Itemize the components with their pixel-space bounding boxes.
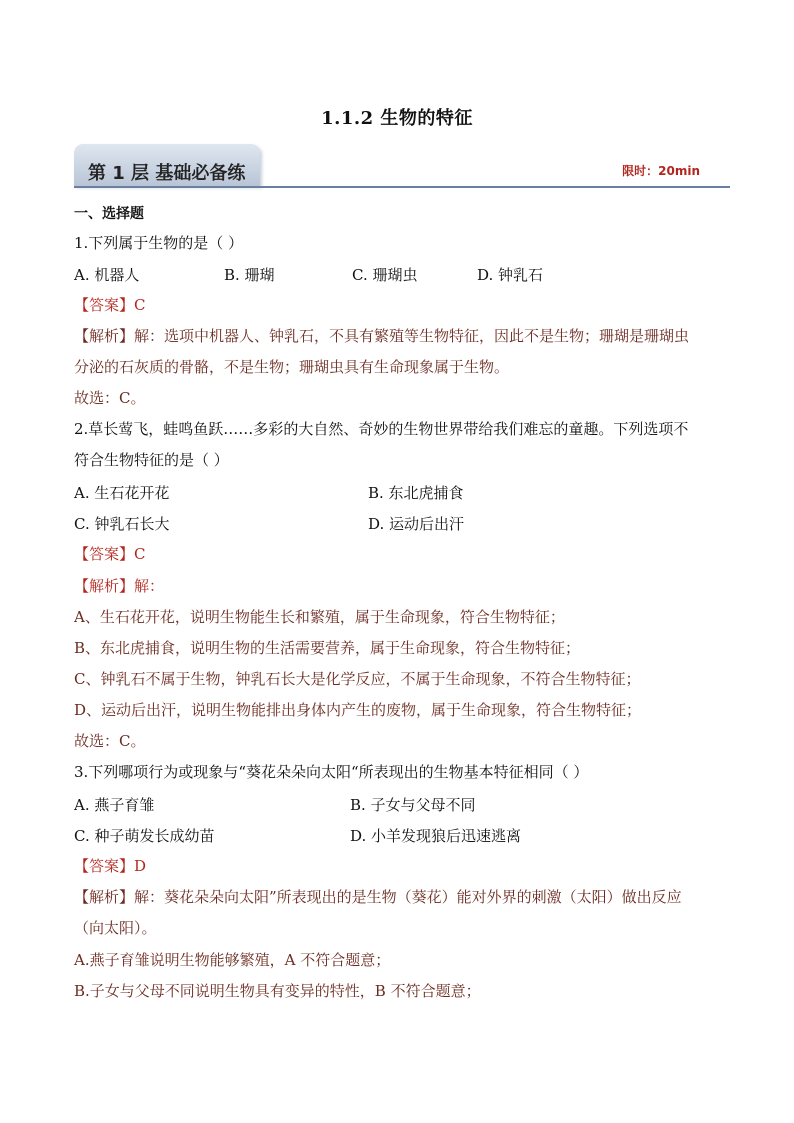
question-2-analysis-line: B、东北虎捕食，说明生物的生活需要营养，属于生命现象，符合生物特征； xyxy=(74,639,581,657)
question-3-option-d: D. 小羊发现狼后迅速逃离 xyxy=(350,827,522,845)
question-1-analysis-line: 【解析】解：选项中机器人、钟乳石，不具有繁殖等生物特征，因此不是生物；珊瑚是珊瑚虫 xyxy=(74,327,690,345)
question-2-option-c: C. 钟乳石长大 xyxy=(74,515,170,533)
question-1-answer: 【答案】C xyxy=(74,296,146,314)
question-3-item: B.子女与父母不同说明生物具有变异的特性，B 不符合题意； xyxy=(74,982,481,1000)
question-3-stem: 3.下列哪项行为或现象与“葵花朵朵向太阳“所表现出的生物基本特征相同（ ） xyxy=(74,763,589,781)
question-2-option-a: A. 生石花开花 xyxy=(74,484,170,502)
section-heading: 一、选择题 xyxy=(74,206,144,222)
question-3-option-c: C. 种子萌发长成幼苗 xyxy=(74,827,215,845)
question-2-analysis-line: D、运动后出汗，说明生物能排出身体内产生的废物，属于生命现象，符合生物特征； xyxy=(74,701,642,719)
page-title: 1.1.2 生物的特征 xyxy=(321,108,473,129)
question-3-option-b: B. 子女与父母不同 xyxy=(350,796,476,814)
question-2-answer: 【答案】C xyxy=(74,545,146,563)
question-1-analysis-line: 分泌的石灰质的骨骼，不是生物；珊瑚虫具有生命现象属于生物。 xyxy=(74,358,510,376)
time-limit: 限时：20min xyxy=(622,164,700,178)
question-1-option-d: D. 钟乳石 xyxy=(477,266,544,284)
question-1-option-a: A. 机器人 xyxy=(74,266,140,284)
question-1-option-c: C. 珊瑚虫 xyxy=(352,266,418,284)
header-divider xyxy=(74,186,730,188)
question-2-stem: 2.草长莺飞，蛙鸣鱼跃……多彩的大自然、奇妙的生物世界带给我们难忘的童趣。下列选项不 xyxy=(74,420,689,438)
question-3-answer: 【答案】D xyxy=(74,857,147,875)
question-3-analysis-line: （向太阳）。 xyxy=(74,919,157,937)
question-2-analysis-line: A、生石花开花，说明生物能生长和繁殖，属于生命现象，符合生物特征； xyxy=(74,608,565,626)
question-3-item: A.燕子育雏说明生物能够繁殖，A 不符合题意； xyxy=(74,951,391,969)
question-1-conclusion: 故选：C。 xyxy=(74,389,146,407)
question-2-analysis-line: C、钟乳石不属于生物，钟乳石长大是化学反应，不属于生命现象，不符合生物特征； xyxy=(74,670,641,688)
question-1-option-b: B. 珊瑚 xyxy=(224,266,275,284)
question-3-analysis-line: 【解析】解：葵花朵朵向太阳”所表现出的是生物（葵花）能对外界的刺激（太阳）做出反应 xyxy=(74,888,682,906)
question-2-analysis-head: 【解析】解： xyxy=(74,577,165,595)
question-3-option-a: A. 燕子育雏 xyxy=(74,796,155,814)
level-label: 第 1 层 基础必备练 xyxy=(88,163,246,184)
question-2-option-d: D. 运动后出汗 xyxy=(368,515,465,533)
question-2-stem: 符合生物特征的是（ ） xyxy=(74,451,229,469)
question-1-stem: 1.下列属于生物的是（ ） xyxy=(74,234,244,252)
question-2-option-b: B. 东北虎捕食 xyxy=(368,484,464,502)
question-2-conclusion: 故选：C。 xyxy=(74,732,146,750)
